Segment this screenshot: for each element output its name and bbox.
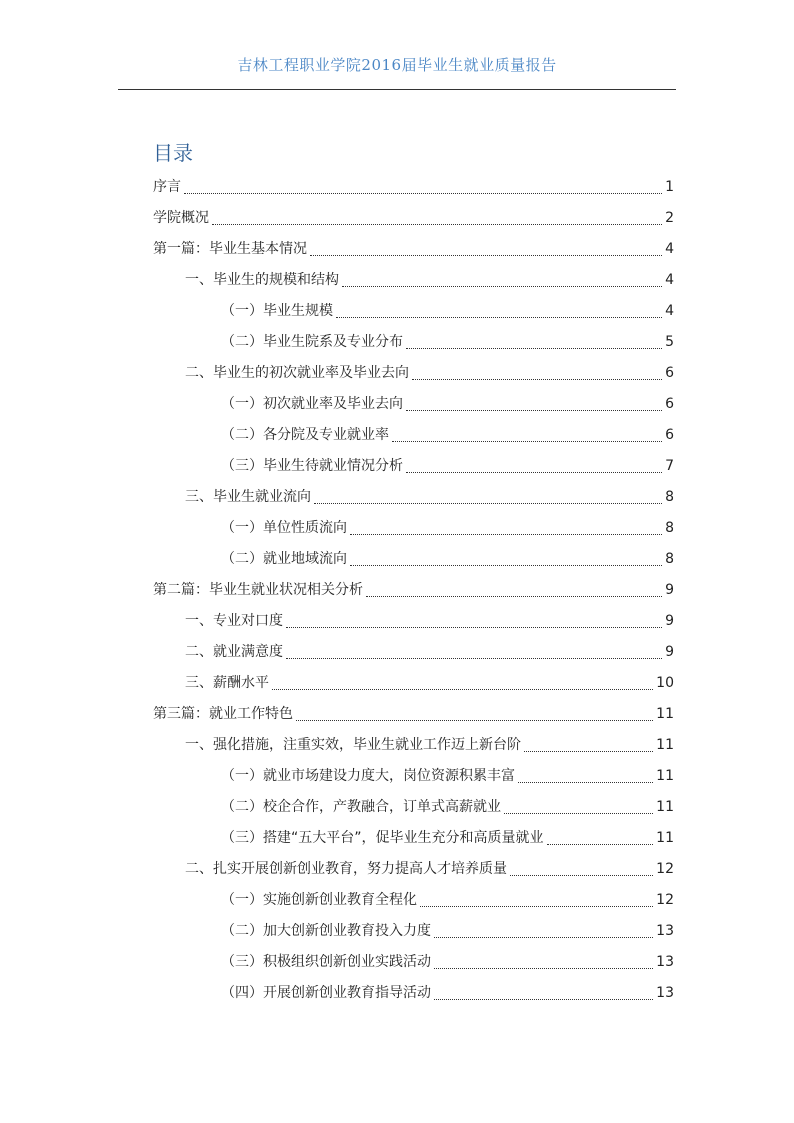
toc-entry[interactable] [153, 172, 674, 203]
toc-entry-page-number: 6 [665, 396, 674, 412]
dot-leader [286, 658, 662, 659]
dot-leader [504, 813, 653, 814]
toc-entry-page-number: 13 [656, 923, 674, 939]
toc-entry[interactable] [153, 296, 674, 327]
dot-leader [434, 968, 653, 969]
toc-entry-page-number: 13 [656, 954, 674, 970]
toc-entry-text: 序言 [153, 179, 181, 195]
toc-entry-text: 二、扎实开展创新创业教育，努力提高人才培养质量 [185, 861, 507, 877]
toc-entry-page-number: 8 [665, 489, 674, 505]
toc-entry[interactable] [153, 358, 674, 389]
toc-entry-text: （一）毕业生规模 [221, 303, 333, 319]
dot-leader [272, 689, 653, 690]
dot-leader [314, 503, 662, 504]
toc-entry-text: 一、专业对口度 [185, 613, 283, 629]
toc-entry-text: 二、毕业生的初次就业率及毕业去向 [185, 365, 409, 381]
dot-leader [184, 193, 662, 194]
toc-entry-page-number: 9 [665, 644, 674, 660]
toc-heading: 目录 [153, 141, 193, 165]
toc-entry-page-number: 11 [656, 737, 674, 753]
toc-entry[interactable] [153, 513, 674, 544]
toc-entry-text: （二）就业地域流向 [221, 551, 347, 567]
toc-entry[interactable] [153, 203, 674, 234]
toc-entry-page-number: 11 [656, 799, 674, 815]
toc-entry-page-number: 1 [665, 179, 674, 195]
dot-leader [286, 627, 662, 628]
toc-entry-page-number: 12 [656, 861, 674, 877]
toc-entry-text: 第三篇：就业工作特色 [153, 706, 293, 722]
toc-entry-text: 一、强化措施，注重实效，毕业生就业工作迈上新台阶 [185, 737, 521, 753]
dot-leader [406, 472, 662, 473]
toc-entry-text: （三）毕业生待就业情况分析 [221, 458, 403, 474]
header-divider [118, 89, 676, 90]
toc-entry[interactable] [153, 978, 674, 1009]
toc-entry-page-number: 6 [665, 427, 674, 443]
toc-entry[interactable] [153, 792, 674, 823]
dot-leader [434, 999, 653, 1000]
toc-entry-text: （一）单位性质流向 [221, 520, 347, 536]
toc-entry-page-number: 12 [656, 892, 674, 908]
toc-entry-page-number: 4 [665, 241, 674, 257]
dot-leader [350, 534, 662, 535]
toc-entry[interactable] [153, 668, 674, 699]
dot-leader [406, 348, 662, 349]
dot-leader [406, 410, 662, 411]
dot-leader [212, 224, 662, 225]
toc-entry-page-number: 11 [656, 830, 674, 846]
dot-leader [296, 720, 653, 721]
toc-entry-text: （一）初次就业率及毕业去向 [221, 396, 403, 412]
toc-entry-text: （三）积极组织创新创业实践活动 [221, 954, 431, 970]
dot-leader [547, 844, 654, 845]
toc-entry-text: 二、就业满意度 [185, 644, 283, 660]
toc-entry[interactable] [153, 947, 674, 978]
toc-entry-page-number: 11 [656, 706, 674, 722]
toc-entry-text: （一）就业市场建设力度大，岗位资源积累丰富 [221, 768, 515, 784]
toc-entry[interactable] [153, 327, 674, 358]
toc-entry[interactable] [153, 699, 674, 730]
toc-entry-page-number: 4 [665, 272, 674, 288]
toc-entry-text: （三）搭建“五大平台”，促毕业生充分和高质量就业 [221, 830, 544, 846]
toc-entry-text: （二）校企合作，产教融合，订单式高薪就业 [221, 799, 501, 815]
toc-entry[interactable] [153, 265, 674, 296]
page-header-title: 吉林工程职业学院2016届毕业生就业质量报告 [237, 56, 557, 74]
dot-leader [342, 286, 662, 287]
toc-entry-text: （二）毕业生院系及专业分布 [221, 334, 403, 350]
toc-entry-text: 学院概况 [153, 210, 209, 226]
dot-leader [366, 596, 662, 597]
toc-entry-text: 第一篇：毕业生基本情况 [153, 241, 307, 257]
toc-entry-page-number: 10 [656, 675, 674, 691]
toc-entry[interactable] [153, 420, 674, 451]
toc-entry[interactable] [153, 451, 674, 482]
toc-entry-text: （二）加大创新创业教育投入力度 [221, 923, 431, 939]
toc-entry[interactable] [153, 606, 674, 637]
toc-entry-text: （四）开展创新创业教育指导活动 [221, 985, 431, 1001]
dot-leader [510, 875, 653, 876]
toc-entry[interactable] [153, 637, 674, 668]
toc-entry[interactable] [153, 730, 674, 761]
toc-entry-page-number: 8 [665, 551, 674, 567]
toc-entry-text: 一、毕业生的规模和结构 [185, 272, 339, 288]
dot-leader [350, 565, 662, 566]
table-of-contents [153, 172, 674, 1009]
toc-entry[interactable] [153, 544, 674, 575]
toc-entry[interactable] [153, 916, 674, 947]
dot-leader [518, 782, 653, 783]
toc-entry-page-number: 7 [665, 458, 674, 474]
toc-entry-text: 第二篇：毕业生就业状况相关分析 [153, 582, 363, 598]
toc-entry[interactable] [153, 482, 674, 513]
toc-entry[interactable] [153, 234, 674, 265]
toc-entry[interactable] [153, 854, 674, 885]
dot-leader [524, 751, 653, 752]
dot-leader [420, 906, 653, 907]
toc-entry-page-number: 9 [665, 582, 674, 598]
dot-leader [392, 441, 662, 442]
toc-entry-page-number: 8 [665, 520, 674, 536]
toc-entry-page-number: 13 [656, 985, 674, 1001]
dot-leader [434, 937, 653, 938]
toc-entry-page-number: 5 [665, 334, 674, 350]
dot-leader [310, 255, 662, 256]
toc-entry-text: 三、毕业生就业流向 [185, 489, 311, 505]
toc-entry-page-number: 6 [665, 365, 674, 381]
toc-entry[interactable] [153, 389, 674, 420]
toc-entry-page-number: 9 [665, 613, 674, 629]
toc-entry-page-number: 11 [656, 768, 674, 784]
toc-entry[interactable] [153, 823, 674, 854]
toc-entry-page-number: 4 [665, 303, 674, 319]
toc-entry-text: 三、薪酬水平 [185, 675, 269, 691]
toc-entry-text: （一）实施创新创业教育全程化 [221, 892, 417, 908]
dot-leader [336, 317, 662, 318]
toc-entry[interactable] [153, 885, 674, 916]
toc-entry[interactable] [153, 761, 674, 792]
toc-entry-text: （二）各分院及专业就业率 [221, 427, 389, 443]
toc-entry-page-number: 2 [665, 210, 674, 226]
dot-leader [412, 379, 662, 380]
toc-entry[interactable] [153, 575, 674, 606]
